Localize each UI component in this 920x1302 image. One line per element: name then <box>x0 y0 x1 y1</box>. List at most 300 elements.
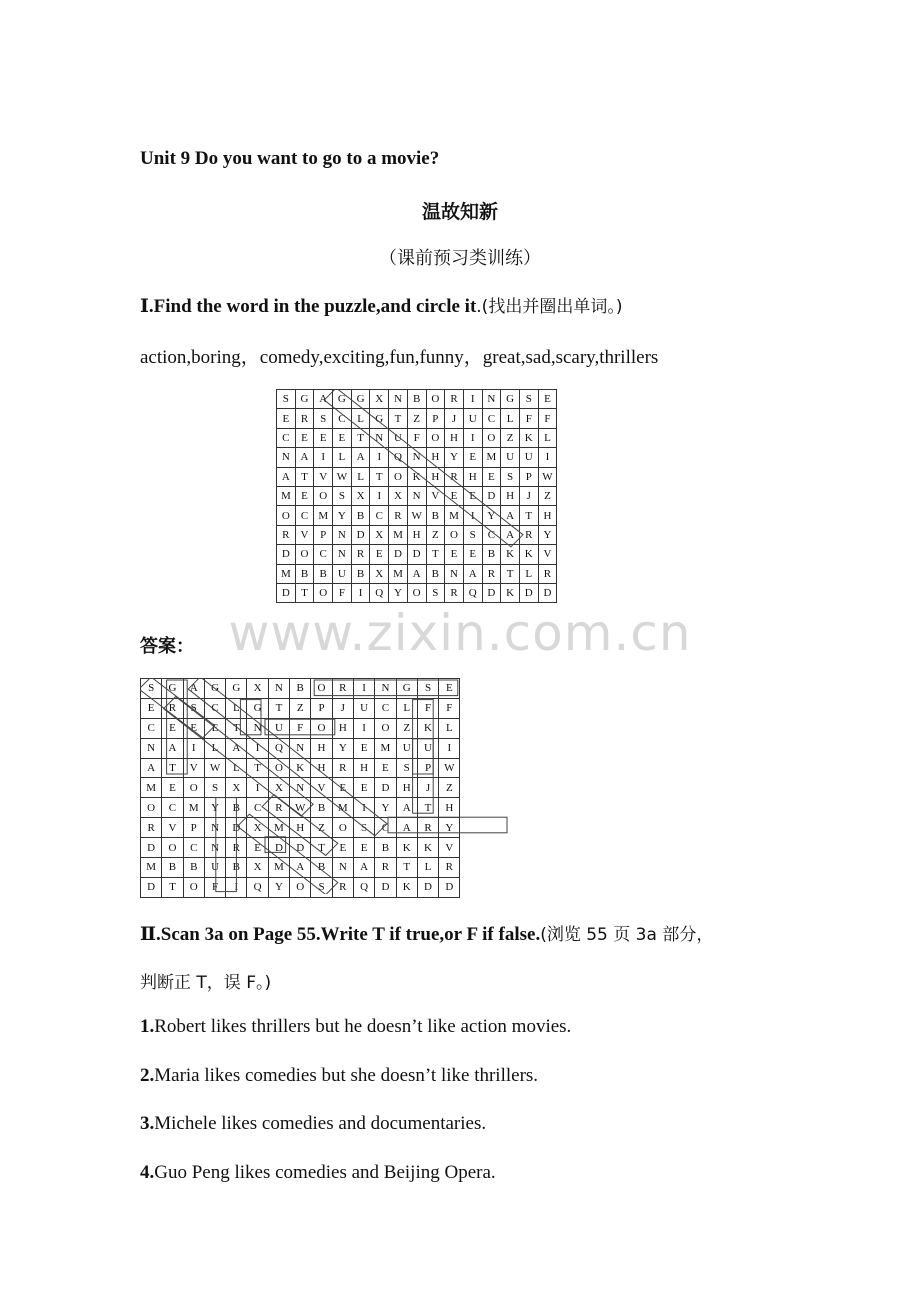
statement-text: Guo Peng likes comedies and Beijing Opera. <box>154 1162 496 1183</box>
puzzle-cell: F <box>538 409 557 428</box>
puzzle-cell: E <box>295 486 314 505</box>
puzzle-cell: G <box>370 409 389 428</box>
puzzle-cell: C <box>375 698 396 718</box>
puzzle-cell: H <box>332 718 353 738</box>
puzzle-cell: Y <box>204 798 225 818</box>
puzzle-cell: J <box>445 409 464 428</box>
puzzle-cell: S <box>141 679 162 699</box>
puzzle-cell: Q <box>370 583 389 602</box>
puzzle-cell: L <box>519 564 538 583</box>
puzzle-cell: X <box>351 486 370 505</box>
puzzle-cell: U <box>389 428 408 447</box>
puzzle-row <box>277 583 557 602</box>
puzzle-row <box>141 698 460 718</box>
puzzle-row <box>277 428 557 447</box>
puzzle-cell: W <box>407 506 426 525</box>
puzzle-cell: T <box>370 467 389 486</box>
puzzle-cell: G <box>295 390 314 409</box>
puzzle-row <box>141 679 460 699</box>
puzzle-cell: B <box>311 798 332 818</box>
puzzle-row <box>141 718 460 738</box>
puzzle-row <box>141 838 460 858</box>
puzzle-cell: N <box>141 738 162 758</box>
puzzle-cell: C <box>277 428 296 447</box>
puzzle-cell: N <box>375 679 396 699</box>
puzzle-cell: B <box>162 858 183 878</box>
puzzle-cell: G <box>162 679 183 699</box>
puzzle-cell: X <box>247 679 268 699</box>
puzzle-cell: F <box>407 428 426 447</box>
puzzle-cell: S <box>463 525 482 544</box>
puzzle-cell: E <box>353 838 374 858</box>
puzzle-cell: O <box>183 778 204 798</box>
puzzle-cell: Z <box>538 486 557 505</box>
puzzle-cell: P <box>314 525 333 544</box>
puzzle-cell: D <box>417 877 438 897</box>
puzzle-cell: R <box>417 818 438 838</box>
puzzle-cell: H <box>463 467 482 486</box>
puzzle-cell: C <box>247 798 268 818</box>
puzzle-cell: D <box>519 583 538 602</box>
puzzle-cell: D <box>375 778 396 798</box>
puzzle-cell: K <box>396 877 417 897</box>
puzzle-cell: H <box>290 818 311 838</box>
statement-2 <box>140 1065 538 1087</box>
puzzle-cell: R <box>375 858 396 878</box>
puzzle-cell: L <box>439 718 460 738</box>
puzzle-cell: D <box>482 486 501 505</box>
page-title: Unit 9 Do you want to go to a movie? <box>140 148 440 169</box>
puzzle-cell: R <box>351 545 370 564</box>
puzzle-cell: Y <box>333 506 352 525</box>
puzzle-row <box>141 798 460 818</box>
puzzle-cell: P <box>519 467 538 486</box>
puzzle-cell: S <box>353 818 374 838</box>
puzzle-cell: M <box>482 448 501 467</box>
puzzle-cell: V <box>314 467 333 486</box>
puzzle-cell: Z <box>426 525 445 544</box>
answer-label: 答案： <box>140 636 194 657</box>
puzzle-cell: A <box>277 467 296 486</box>
puzzle-cell: O <box>426 390 445 409</box>
puzzle-cell: L <box>204 738 225 758</box>
puzzle-cell: B <box>226 798 247 818</box>
puzzle-cell: O <box>375 718 396 738</box>
puzzle-cell: T <box>519 506 538 525</box>
puzzle-cell: I <box>439 738 460 758</box>
puzzle-cell: S <box>277 390 296 409</box>
puzzle-cell: N <box>247 718 268 738</box>
puzzle-cell: K <box>396 838 417 858</box>
puzzle-cell: L <box>226 698 247 718</box>
exercise-2-instruction <box>140 920 713 946</box>
puzzle-cell: G <box>247 698 268 718</box>
puzzle-cell: U <box>463 409 482 428</box>
puzzle-cell: K <box>407 467 426 486</box>
puzzle-cell: F <box>290 718 311 738</box>
puzzle-cell: A <box>351 448 370 467</box>
puzzle-cell: R <box>538 564 557 583</box>
puzzle-cell: N <box>332 858 353 878</box>
puzzle-cell: X <box>370 390 389 409</box>
puzzle-cell: A <box>314 390 333 409</box>
puzzle-cell: H <box>396 778 417 798</box>
puzzle-cell: O <box>445 525 464 544</box>
puzzle-cell: B <box>426 506 445 525</box>
statement-4 <box>140 1162 496 1184</box>
puzzle-cell: W <box>538 467 557 486</box>
puzzle-cell: A <box>501 506 520 525</box>
puzzle-cell: I <box>370 486 389 505</box>
puzzle-cell: W <box>439 758 460 778</box>
puzzle-cell: P <box>426 409 445 428</box>
puzzle-cell: N <box>482 390 501 409</box>
puzzle-cell: E <box>463 486 482 505</box>
puzzle-cell: C <box>162 798 183 818</box>
puzzle-cell: K <box>501 583 520 602</box>
puzzle-row <box>141 778 460 798</box>
puzzle-cell: Y <box>375 798 396 818</box>
puzzle-cell: D <box>141 877 162 897</box>
puzzle-cell: D <box>277 583 296 602</box>
puzzle-cell: R <box>332 679 353 699</box>
puzzle-cell: A <box>141 758 162 778</box>
puzzle-cell: T <box>162 758 183 778</box>
puzzle-cell: C <box>333 409 352 428</box>
puzzle-row <box>277 390 557 409</box>
exercise-1-note: .(找出并圈出单词。) <box>476 297 623 317</box>
exercise-2-label: Ⅱ.Scan 3a on Page 55.Write T if true,or F if false. <box>140 924 541 945</box>
puzzle-cell: L <box>538 428 557 447</box>
puzzle-cell: V <box>183 758 204 778</box>
puzzle-cell: B <box>375 838 396 858</box>
puzzle-cell: I <box>351 583 370 602</box>
puzzle-cell: U <box>353 698 374 718</box>
puzzle-cell: O <box>295 545 314 564</box>
puzzle-cell: B <box>351 564 370 583</box>
puzzle-cell: S <box>501 467 520 486</box>
puzzle-cell: T <box>162 877 183 897</box>
puzzle-cell: N <box>290 738 311 758</box>
puzzle-cell: U <box>501 448 520 467</box>
statement-1 <box>140 1016 571 1038</box>
puzzle-cell: X <box>268 778 289 798</box>
statement-3 <box>140 1113 486 1135</box>
section-subheading: （课前预习类训练） <box>379 248 541 269</box>
puzzle-cell: R <box>332 877 353 897</box>
puzzle-cell: N <box>333 545 352 564</box>
puzzle-cell: B <box>407 390 426 409</box>
puzzle-cell: M <box>445 506 464 525</box>
exercise-1-label: Ⅰ.Find the word in the puzzle,and circle it <box>140 296 477 317</box>
puzzle-cell: T <box>426 545 445 564</box>
puzzle-cell: F <box>439 698 460 718</box>
puzzle-cell: O <box>426 428 445 447</box>
puzzle-cell: H <box>439 798 460 818</box>
puzzle-cell: E <box>314 428 333 447</box>
puzzle-cell: Y <box>439 818 460 838</box>
puzzle-cell: E <box>141 698 162 718</box>
puzzle-cell: T <box>417 798 438 818</box>
puzzle-cell: U <box>333 564 352 583</box>
puzzle-cell: I <box>314 448 333 467</box>
puzzle-cell: E <box>463 545 482 564</box>
puzzle-cell: T <box>268 698 289 718</box>
statement-text: Michele likes comedies and documentaries. <box>154 1113 487 1134</box>
puzzle-cell: B <box>311 858 332 878</box>
puzzle-cell: I <box>247 778 268 798</box>
puzzle-cell: N <box>277 448 296 467</box>
puzzle-cell: O <box>332 818 353 838</box>
puzzle-cell: W <box>204 758 225 778</box>
exercise-2-note-cont: 判断正 T，误 F。) <box>140 973 272 993</box>
puzzle-cell: E <box>162 778 183 798</box>
puzzle-cell: I <box>463 390 482 409</box>
puzzle-row <box>277 467 557 486</box>
statement-number: 4. <box>140 1162 155 1183</box>
statement-text: Maria likes comedies but she doesn’t like thrillers. <box>154 1065 539 1086</box>
puzzle-cell: R <box>268 798 289 818</box>
puzzle-cell: R <box>445 467 464 486</box>
puzzle-cell: D <box>389 545 408 564</box>
puzzle-cell: C <box>141 718 162 738</box>
puzzle-cell: T <box>351 428 370 447</box>
puzzle-cell: O <box>162 838 183 858</box>
puzzle-cell: I <box>353 798 374 818</box>
puzzle-cell: V <box>295 525 314 544</box>
puzzle-cell: T <box>389 409 408 428</box>
puzzle-cell: E <box>332 838 353 858</box>
puzzle-cell: N <box>333 525 352 544</box>
puzzle-cell: Z <box>311 818 332 838</box>
puzzle-cell: R <box>482 564 501 583</box>
puzzle-cell: L <box>351 467 370 486</box>
puzzle-cell: V <box>538 545 557 564</box>
puzzle-cell: U <box>519 448 538 467</box>
puzzle-cell: E <box>375 758 396 778</box>
puzzle-cell: D <box>351 525 370 544</box>
puzzle-cell: M <box>389 525 408 544</box>
puzzle-cell: C <box>370 506 389 525</box>
puzzle-cell: O <box>268 758 289 778</box>
puzzle-cell: D <box>268 838 289 858</box>
puzzle-cell: I <box>247 738 268 758</box>
puzzle-cell: I <box>538 448 557 467</box>
word-search-puzzle <box>276 389 557 603</box>
puzzle-cell: M <box>314 506 333 525</box>
puzzle-cell: E <box>463 448 482 467</box>
puzzle-cell: E <box>277 409 296 428</box>
puzzle-cell: B <box>426 564 445 583</box>
puzzle-cell: X <box>247 858 268 878</box>
puzzle-cell: H <box>501 486 520 505</box>
puzzle-cell: I <box>463 428 482 447</box>
puzzle-cell: Y <box>389 583 408 602</box>
puzzle-cell: M <box>141 858 162 878</box>
puzzle-row <box>277 486 557 505</box>
puzzle-cell: Y <box>538 525 557 544</box>
puzzle-cell: M <box>277 486 296 505</box>
puzzle-cell: M <box>332 798 353 818</box>
puzzle-row <box>141 818 460 838</box>
puzzle-cell: K <box>290 758 311 778</box>
puzzle-cell: H <box>445 428 464 447</box>
puzzle-cell: N <box>290 778 311 798</box>
puzzle-cell: S <box>396 758 417 778</box>
puzzle-cell: Y <box>482 506 501 525</box>
puzzle-cell: B <box>482 545 501 564</box>
statement-number: 1. <box>140 1016 155 1037</box>
puzzle-cell: U <box>417 738 438 758</box>
puzzle-cell: Q <box>268 738 289 758</box>
puzzle-cell: S <box>204 778 225 798</box>
puzzle-cell: E <box>333 428 352 447</box>
puzzle-cell: O <box>277 506 296 525</box>
word-list: action,boring，comedy,exciting,fun,funny，great,sad,scary,thrillers <box>140 347 659 368</box>
puzzle-cell: O <box>314 583 333 602</box>
puzzle-cell: G <box>204 679 225 699</box>
puzzle-cell: E <box>353 738 374 758</box>
puzzle-cell: L <box>333 448 352 467</box>
puzzle-cell: R <box>141 818 162 838</box>
puzzle-row <box>277 409 557 428</box>
puzzle-cell: M <box>268 818 289 838</box>
puzzle-cell: T <box>295 583 314 602</box>
puzzle-cell: H <box>426 448 445 467</box>
puzzle-row <box>277 525 557 544</box>
puzzle-cell: I <box>370 448 389 467</box>
puzzle-cell: R <box>162 698 183 718</box>
puzzle-cell: D <box>277 545 296 564</box>
puzzle-cell: C <box>295 506 314 525</box>
puzzle-cell: E <box>183 718 204 738</box>
puzzle-cell: I <box>353 679 374 699</box>
puzzle-cell: X <box>370 564 389 583</box>
puzzle-cell: K <box>501 545 520 564</box>
puzzle-cell: O <box>183 877 204 897</box>
puzzle-cell: R <box>226 838 247 858</box>
puzzle-cell: T <box>226 718 247 738</box>
puzzle-cell: H <box>353 758 374 778</box>
puzzle-row <box>141 877 460 897</box>
puzzle-cell: O <box>482 428 501 447</box>
section-heading: 温故知新 <box>421 201 498 223</box>
puzzle-cell: I <box>463 506 482 525</box>
puzzle-cell: O <box>389 467 408 486</box>
puzzle-cell: J <box>519 486 538 505</box>
puzzle-cell: A <box>407 564 426 583</box>
puzzle-cell: U <box>396 738 417 758</box>
puzzle-row <box>277 564 557 583</box>
puzzle-row <box>277 448 557 467</box>
puzzle-cell: D <box>141 838 162 858</box>
puzzle-cell: L <box>226 758 247 778</box>
puzzle-cell: E <box>295 428 314 447</box>
puzzle-cell: R <box>519 525 538 544</box>
puzzle-cell: A <box>162 738 183 758</box>
puzzle-cell: Z <box>439 778 460 798</box>
puzzle-cell: A <box>463 564 482 583</box>
puzzle-cell: G <box>226 679 247 699</box>
puzzle-cell: B <box>290 679 311 699</box>
puzzle-cell: L <box>417 858 438 878</box>
puzzle-cell: C <box>482 409 501 428</box>
puzzle-cell: D <box>226 818 247 838</box>
puzzle-cell: S <box>311 877 332 897</box>
puzzle-cell: E <box>332 778 353 798</box>
puzzle-cell: E <box>353 778 374 798</box>
puzzle-cell: M <box>183 798 204 818</box>
puzzle-cell: C <box>183 838 204 858</box>
puzzle-cell: W <box>333 467 352 486</box>
puzzle-cell: B <box>295 564 314 583</box>
puzzle-cell: Q <box>463 583 482 602</box>
puzzle-cell: R <box>389 506 408 525</box>
puzzle-cell: Y <box>445 448 464 467</box>
statement-text: Robert likes thrillers but he doesn’t like action movies. <box>154 1016 572 1037</box>
puzzle-cell: Z <box>407 409 426 428</box>
puzzle-cell: T <box>295 467 314 486</box>
puzzle-cell: D <box>290 838 311 858</box>
puzzle-cell: K <box>519 545 538 564</box>
puzzle-cell: V <box>439 838 460 858</box>
puzzle-cell: Z <box>290 698 311 718</box>
puzzle-cell: V <box>162 818 183 838</box>
exercise-2-note: (浏览 55 页 3a 部分， <box>540 925 714 945</box>
puzzle-cell: B <box>183 858 204 878</box>
puzzle-cell: S <box>314 409 333 428</box>
puzzle-row <box>141 758 460 778</box>
puzzle-cell: N <box>268 679 289 699</box>
puzzle-cell: G <box>351 390 370 409</box>
puzzle-cell: T <box>396 858 417 878</box>
puzzle-cell: A <box>501 525 520 544</box>
puzzle-cell: O <box>314 486 333 505</box>
puzzle-cell: V <box>426 486 445 505</box>
puzzle-row <box>277 506 557 525</box>
puzzle-cell: A <box>396 798 417 818</box>
puzzle-cell: S <box>426 583 445 602</box>
puzzle-cell: C <box>482 525 501 544</box>
puzzle-cell: A <box>183 679 204 699</box>
puzzle-cell: L <box>351 409 370 428</box>
puzzle-cell: R <box>332 758 353 778</box>
puzzle-cell: N <box>407 486 426 505</box>
puzzle-cell: A <box>295 448 314 467</box>
puzzle-cell: M <box>268 858 289 878</box>
puzzle-cell: E <box>204 718 225 738</box>
puzzle-cell: Q <box>247 877 268 897</box>
puzzle-cell: E <box>445 545 464 564</box>
puzzle-cell: R <box>445 390 464 409</box>
puzzle-cell: C <box>314 545 333 564</box>
puzzle-cell: H <box>311 758 332 778</box>
puzzle-cell: R <box>295 409 314 428</box>
puzzle-cell: M <box>277 564 296 583</box>
puzzle-cell: D <box>439 877 460 897</box>
puzzle-cell: E <box>445 486 464 505</box>
puzzle-cell: R <box>445 583 464 602</box>
puzzle-cell: X <box>226 778 247 798</box>
puzzle-cell: B <box>226 858 247 878</box>
puzzle-cell: S <box>417 679 438 699</box>
puzzle-cell: G <box>396 679 417 699</box>
puzzle-cell: T <box>247 758 268 778</box>
puzzle-cell: C <box>204 698 225 718</box>
puzzle-cell: F <box>417 698 438 718</box>
puzzle-cell: V <box>311 778 332 798</box>
puzzle-cell: F <box>519 409 538 428</box>
